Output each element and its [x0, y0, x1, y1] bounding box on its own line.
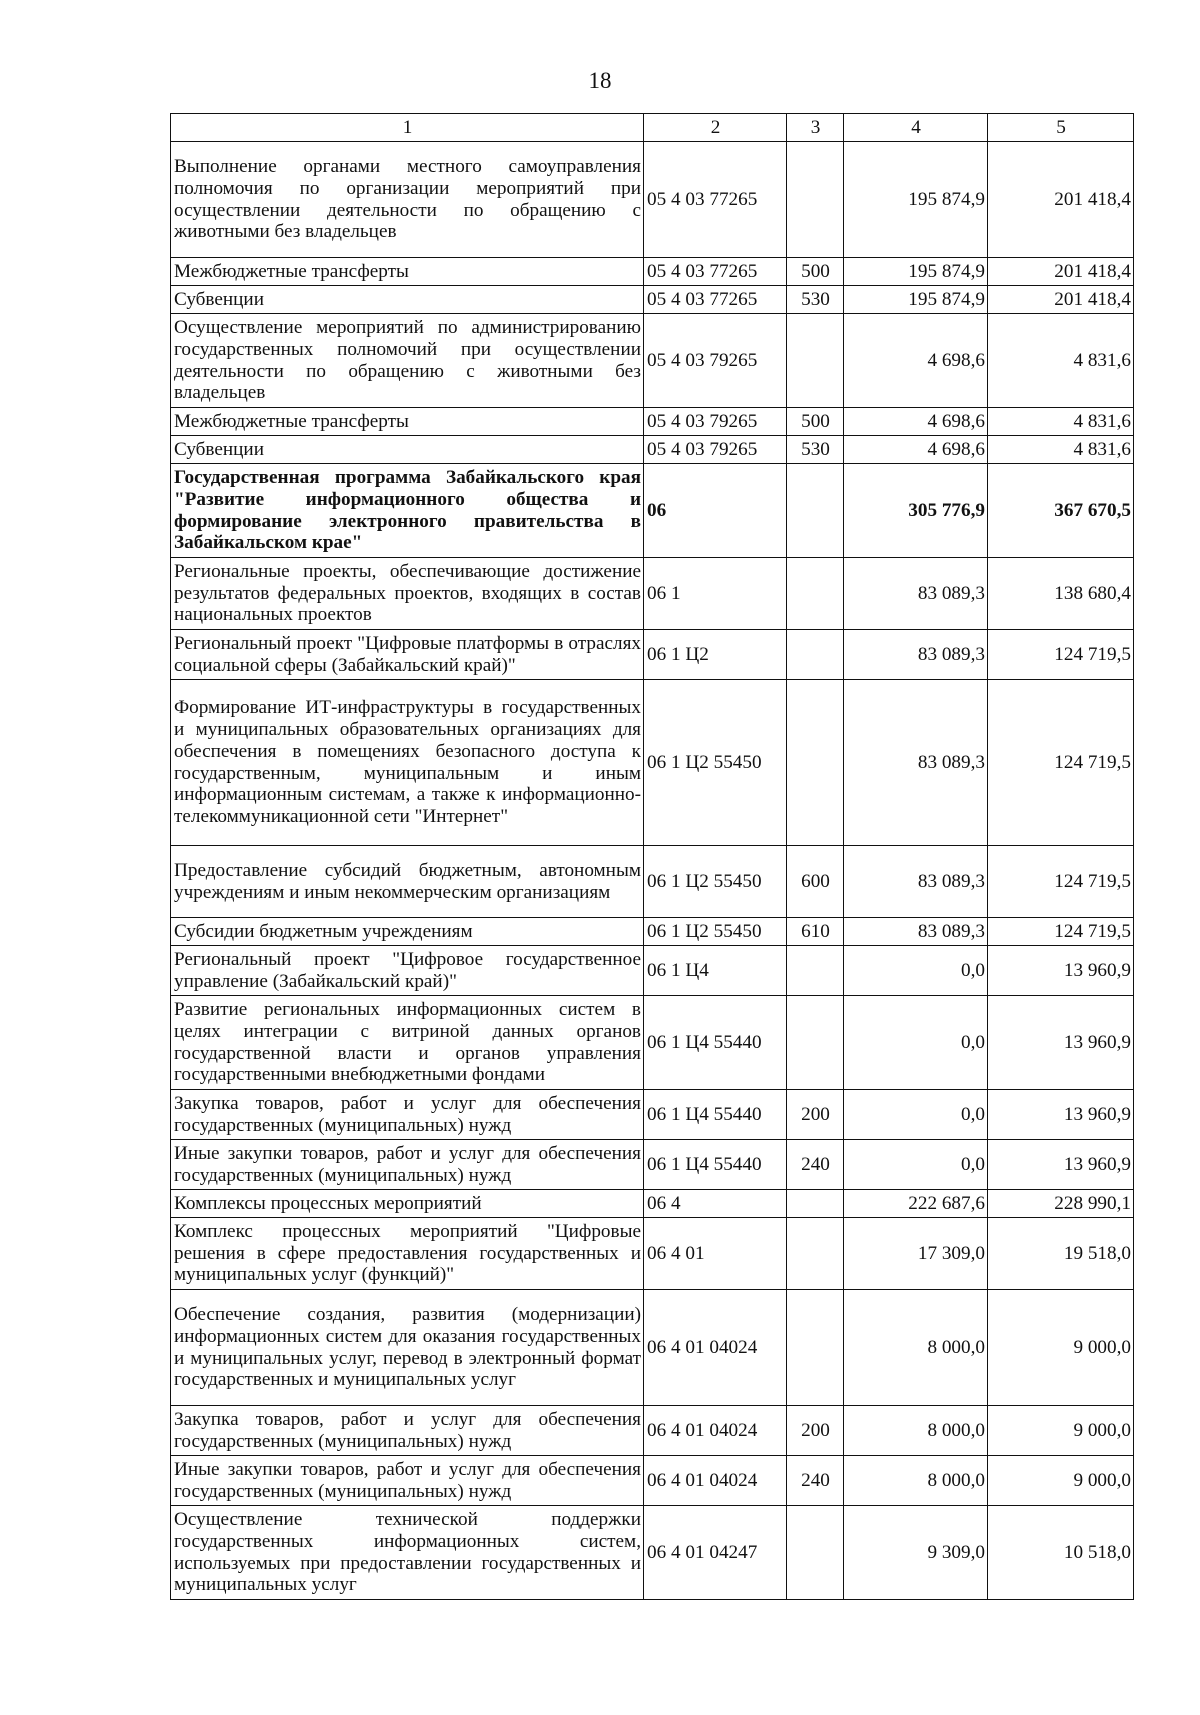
table-row: [171, 314, 1134, 408]
cell-code: 06 4 01 04024: [644, 1456, 787, 1506]
cell-amount-col5: 367 670,5: [988, 464, 1134, 558]
cell-amount-col4: 195 874,9: [844, 258, 988, 286]
cell-code: 06 1: [644, 558, 787, 630]
cell-expense-type: 200: [787, 1406, 844, 1456]
cell-code: 05 4 03 77265: [644, 286, 787, 314]
table-row: [171, 1506, 1134, 1600]
table-row: [171, 996, 1134, 1090]
table-row: [171, 408, 1134, 436]
cell-name: Комплексы процессных мероприятий: [171, 1190, 644, 1218]
cell-amount-col4: 0,0: [844, 1140, 988, 1190]
table-row: [171, 1190, 1134, 1218]
header-cell-1: 1: [171, 114, 644, 142]
table-row: [171, 918, 1134, 946]
table-row: [171, 286, 1134, 314]
cell-name: Выполнение органами местного самоуправления полномочия по организации мероприятий при осуществлении деятельности по обращению с животными без владельцев: [171, 142, 644, 258]
cell-code: 06 1 Ц2: [644, 630, 787, 680]
cell-code: 06 1 Ц2 55450: [644, 846, 787, 918]
cell-expense-type: 600: [787, 846, 844, 918]
cell-expense-type: 530: [787, 436, 844, 464]
cell-name: Межбюджетные трансферты: [171, 408, 644, 436]
cell-expense-type: [787, 1506, 844, 1600]
table-row: [171, 846, 1134, 918]
header-cell-2: 2: [644, 114, 787, 142]
cell-name: Осуществление технической поддержки государственных информационных систем, используемых при предоставлении государственных и муниципальных услуг: [171, 1506, 644, 1600]
cell-code: 06 1 Ц2 55450: [644, 918, 787, 946]
cell-amount-col5: 201 418,4: [988, 142, 1134, 258]
table-row: [171, 1406, 1134, 1456]
cell-code: 06 1 Ц4: [644, 946, 787, 996]
cell-amount-col5: 13 960,9: [988, 996, 1134, 1090]
cell-expense-type: 500: [787, 258, 844, 286]
cell-name: Региональный проект "Цифровые платформы в отраслях социальной сферы (Забайкальский край)": [171, 630, 644, 680]
cell-code: 06 4 01 04024: [644, 1290, 787, 1406]
cell-expense-type: [787, 630, 844, 680]
header-cell-4: 4: [844, 114, 988, 142]
table-row: [171, 258, 1134, 286]
table-row: [171, 558, 1134, 630]
cell-amount-col5: 13 960,9: [988, 946, 1134, 996]
cell-amount-col4: 8 000,0: [844, 1406, 988, 1456]
page-number: 18: [588, 68, 612, 93]
cell-amount-col5: 201 418,4: [988, 286, 1134, 314]
cell-code: 06 1 Ц4 55440: [644, 1140, 787, 1190]
cell-amount-col4: 195 874,9: [844, 286, 988, 314]
cell-name: Субвенции: [171, 286, 644, 314]
cell-expense-type: [787, 314, 844, 408]
cell-amount-col4: 305 776,9: [844, 464, 988, 558]
cell-name: Обеспечение создания, развития (модернизации) информационных систем для оказания государственных и муниципальных услуг, перевод в электронный формат государственных и муниципальных услуг: [171, 1290, 644, 1406]
cell-amount-col5: 201 418,4: [988, 258, 1134, 286]
cell-amount-col4: 17 309,0: [844, 1218, 988, 1290]
cell-code: 06 4 01: [644, 1218, 787, 1290]
table-row: [171, 142, 1134, 258]
cell-amount-col5: 4 831,6: [988, 408, 1134, 436]
cell-expense-type: [787, 1190, 844, 1218]
cell-amount-col4: 83 089,3: [844, 680, 988, 846]
cell-amount-col4: 0,0: [844, 946, 988, 996]
cell-name: Формирование ИТ-инфраструктуры в государственных и муниципальных образовательных организациях для обеспечения в помещениях безопасного доступа к государственным, муниципальным и иным информационным системам, а также к информационно-телекоммуникационной сети "Интернет": [171, 680, 644, 846]
cell-amount-col4: 195 874,9: [844, 142, 988, 258]
cell-name: Развитие региональных информационных систем в целях интеграции с витриной данных органов государственной власти и органов управления государственными внебюджетными фондами: [171, 996, 644, 1090]
cell-amount-col5: 9 000,0: [988, 1406, 1134, 1456]
cell-amount-col5: 10 518,0: [988, 1506, 1134, 1600]
cell-amount-col5: 124 719,5: [988, 846, 1134, 918]
budget-table: [170, 113, 1134, 1600]
cell-expense-type: [787, 680, 844, 846]
cell-expense-type: [787, 464, 844, 558]
cell-code: 05 4 03 77265: [644, 258, 787, 286]
cell-name: Закупка товаров, работ и услуг для обеспечения государственных (муниципальных) нужд: [171, 1406, 644, 1456]
cell-expense-type: 240: [787, 1456, 844, 1506]
cell-amount-col4: 4 698,6: [844, 408, 988, 436]
header-cell-3: 3: [787, 114, 844, 142]
cell-expense-type: [787, 1290, 844, 1406]
cell-code: 06: [644, 464, 787, 558]
cell-amount-col5: 124 719,5: [988, 680, 1134, 846]
cell-amount-col5: 9 000,0: [988, 1290, 1134, 1406]
header-cell-5: 5: [988, 114, 1134, 142]
cell-expense-type: [787, 996, 844, 1090]
cell-name: Межбюджетные трансферты: [171, 258, 644, 286]
cell-amount-col4: 83 089,3: [844, 630, 988, 680]
cell-name: Иные закупки товаров, работ и услуг для обеспечения государственных (муниципальных) нужд: [171, 1140, 644, 1190]
cell-amount-col5: 138 680,4: [988, 558, 1134, 630]
cell-amount-col4: 0,0: [844, 996, 988, 1090]
cell-amount-col4: 4 698,6: [844, 314, 988, 408]
cell-expense-type: 200: [787, 1090, 844, 1140]
cell-amount-col4: 0,0: [844, 1090, 988, 1140]
cell-amount-col4: 8 000,0: [844, 1290, 988, 1406]
cell-name: Субвенции: [171, 436, 644, 464]
cell-name: Иные закупки товаров, работ и услуг для обеспечения государственных (муниципальных) нужд: [171, 1456, 644, 1506]
cell-expense-type: 500: [787, 408, 844, 436]
cell-expense-type: [787, 946, 844, 996]
cell-amount-col5: 19 518,0: [988, 1218, 1134, 1290]
cell-amount-col5: 13 960,9: [988, 1140, 1134, 1190]
cell-expense-type: [787, 558, 844, 630]
cell-code: 05 4 03 79265: [644, 314, 787, 408]
cell-amount-col4: 83 089,3: [844, 846, 988, 918]
cell-code: 05 4 03 77265: [644, 142, 787, 258]
table-header-row: [171, 114, 1134, 142]
table-row: [171, 680, 1134, 846]
cell-name: Закупка товаров, работ и услуг для обеспечения государственных (муниципальных) нужд: [171, 1090, 644, 1140]
table-row: [171, 436, 1134, 464]
cell-code: 05 4 03 79265: [644, 408, 787, 436]
cell-name: Региональные проекты, обеспечивающие достижение результатов федеральных проектов, входящих в состав национальных проектов: [171, 558, 644, 630]
cell-name: Государственная программа Забайкальского края "Развитие информационного общества и формирование электронного правительства в Забайкальском крае": [171, 464, 644, 558]
cell-code: 06 4 01 04247: [644, 1506, 787, 1600]
table-row: [171, 630, 1134, 680]
cell-expense-type: 530: [787, 286, 844, 314]
table-row: [171, 1290, 1134, 1406]
cell-name: Предоставление субсидий бюджетным, автономным учреждениям и иным некоммерческим организациям: [171, 846, 644, 918]
cell-name: Субсидии бюджетным учреждениям: [171, 918, 644, 946]
cell-expense-type: [787, 142, 844, 258]
cell-amount-col5: 9 000,0: [988, 1456, 1134, 1506]
cell-code: 06 4: [644, 1190, 787, 1218]
table-row: [171, 946, 1134, 996]
cell-amount-col4: 4 698,6: [844, 436, 988, 464]
cell-amount-col5: 4 831,6: [988, 436, 1134, 464]
table-row: [171, 1218, 1134, 1290]
cell-amount-col5: 124 719,5: [988, 630, 1134, 680]
cell-amount-col4: 222 687,6: [844, 1190, 988, 1218]
cell-amount-col4: 8 000,0: [844, 1456, 988, 1506]
cell-code: 06 1 Ц4 55440: [644, 1090, 787, 1140]
cell-expense-type: 610: [787, 918, 844, 946]
cell-code: 06 1 Ц4 55440: [644, 996, 787, 1090]
cell-expense-type: [787, 1218, 844, 1290]
cell-amount-col5: 228 990,1: [988, 1190, 1134, 1218]
cell-amount-col4: 83 089,3: [844, 918, 988, 946]
cell-name: Региональный проект "Цифровое государственное управление (Забайкальский край)": [171, 946, 644, 996]
cell-amount-col5: 124 719,5: [988, 918, 1134, 946]
cell-amount-col4: 9 309,0: [844, 1506, 988, 1600]
cell-amount-col5: 4 831,6: [988, 314, 1134, 408]
cell-name: Осуществление мероприятий по администрированию государственных полномочий при осуществлении деятельности по обращению с животными без владельцев: [171, 314, 644, 408]
table-row: [171, 1140, 1134, 1190]
cell-amount-col4: 83 089,3: [844, 558, 988, 630]
cell-expense-type: 240: [787, 1140, 844, 1190]
cell-amount-col5: 13 960,9: [988, 1090, 1134, 1140]
table-row: [171, 1090, 1134, 1140]
cell-code: 05 4 03 79265: [644, 436, 787, 464]
cell-code: 06 4 01 04024: [644, 1406, 787, 1456]
table-row: [171, 464, 1134, 558]
cell-name: Комплекс процессных мероприятий "Цифровые решения в сфере предоставления государственных и муниципальных услуг (функций)": [171, 1218, 644, 1290]
table-row: [171, 1456, 1134, 1506]
cell-code: 06 1 Ц2 55450: [644, 680, 787, 846]
